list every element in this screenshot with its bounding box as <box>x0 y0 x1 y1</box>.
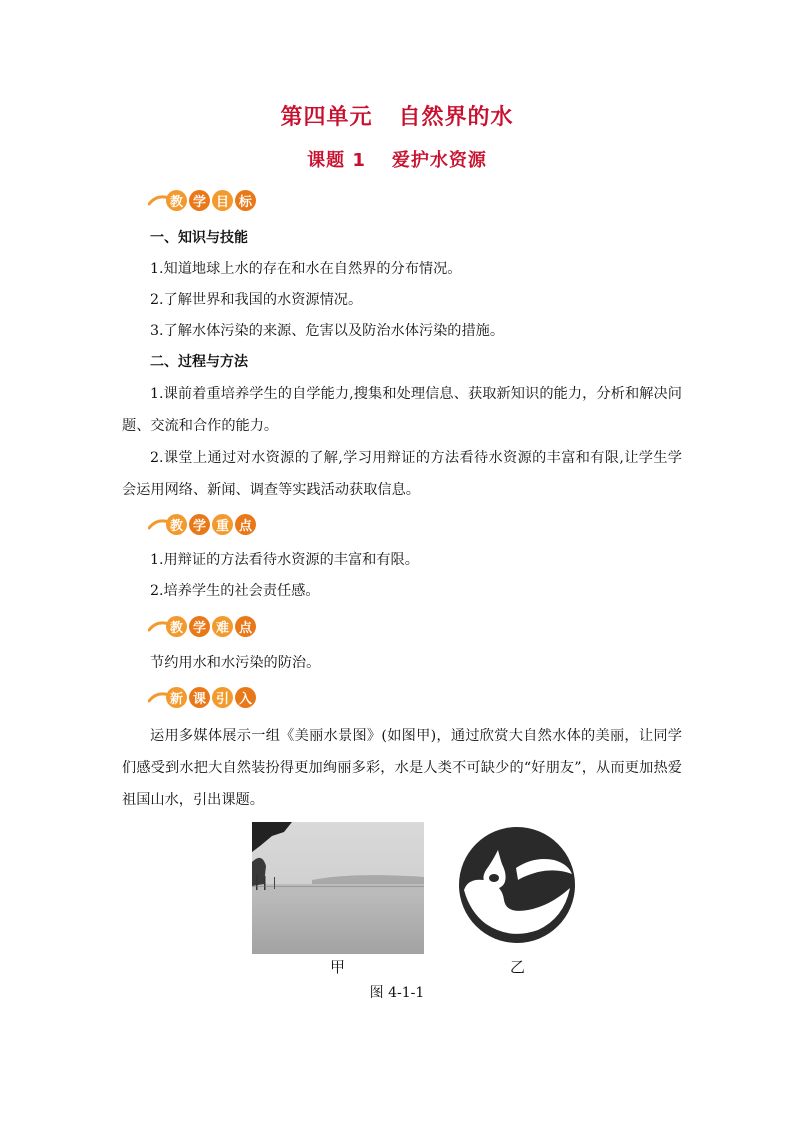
section-heading-process: 二、过程与方法 <box>150 354 248 370</box>
section-badge-key-points <box>148 512 256 536</box>
badge-char: 点 <box>235 514 256 535</box>
section-badge-intro <box>148 685 256 709</box>
badge-char: 引 <box>212 687 233 708</box>
paragraph: 节约用水和水污染的防治。 <box>150 655 321 671</box>
figure-label-b: 乙 <box>510 958 526 976</box>
badge-char: 重 <box>212 514 233 535</box>
paragraph: 1.课前着重培养学生的自学能力,搜集和处理信息、获取新知识的能力，分析和解决问题、交流和合作的能力。 <box>122 386 682 434</box>
figure-caption: 图 4-1-1 <box>369 985 425 1001</box>
badge-char: 难 <box>212 616 233 637</box>
badge-char: 入 <box>235 687 256 708</box>
badge-char: 新 <box>166 687 187 708</box>
badge-char: 教 <box>166 190 187 211</box>
badge-char: 课 <box>189 687 210 708</box>
lesson-number: 课题 1 <box>307 150 366 171</box>
lesson-name: 爱护水资源 <box>391 150 487 171</box>
badge-char: 点 <box>235 616 256 637</box>
badge-char: 学 <box>189 616 210 637</box>
paragraph: 2.课堂上通过对水资源的了解,学习用辩证的方法看待水资源的丰富和有限,让学生学会运用网络、新闻、调查等实践活动获取信息。 <box>122 450 682 498</box>
badge-char: 标 <box>235 190 256 211</box>
figure-label-a: 甲 <box>330 958 346 976</box>
list-item: 1.用辩证的方法看待水资源的丰富和有限。 <box>150 552 419 568</box>
unit-name: 自然界的水 <box>398 105 514 130</box>
unit-title <box>0 100 794 131</box>
section-badge-goals <box>148 188 256 212</box>
lake-photo <box>252 822 424 954</box>
badge-char: 教 <box>166 514 187 535</box>
list-item: 2.培养学生的社会责任感。 <box>150 583 320 599</box>
section-badge-difficulties <box>148 614 256 638</box>
badge-char: 目 <box>212 190 233 211</box>
lesson-title <box>0 146 794 172</box>
water-saving-logo-icon <box>458 826 576 944</box>
badge-char: 学 <box>189 514 210 535</box>
badge-char: 教 <box>166 616 187 637</box>
unit-number: 第四单元 <box>280 105 373 130</box>
list-item: 2.了解世界和我国的水资源情况。 <box>150 292 363 308</box>
section-heading-knowledge: 一、知识与技能 <box>150 230 248 246</box>
paragraph: 运用多媒体展示一组《美丽水景图》(如图甲)，通过欣赏大自然水体的美丽，让同学们感受到水把大自然装扮得更加绚丽多彩，水是人类不可缺少的“好朋友”，从而更加热爱祖国山水，引出课题。 <box>122 728 682 808</box>
list-item: 3.了解水体污染的来源、危害以及防治水体污染的措施。 <box>150 323 505 339</box>
badge-char: 学 <box>189 190 210 211</box>
list-item: 1.知道地球上水的存在和水在自然界的分布情况。 <box>150 261 462 277</box>
